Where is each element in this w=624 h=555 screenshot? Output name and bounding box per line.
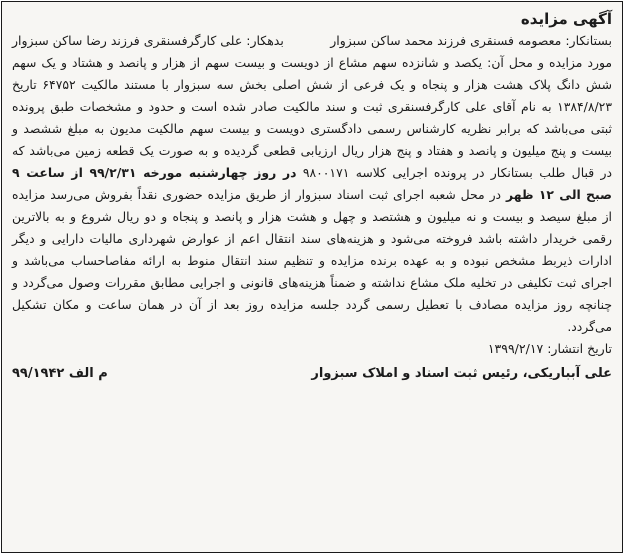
reference-code: م الف ۹۹/۱۹۴۲: [12, 366, 108, 381]
signature: علی آبباریکی، رئیس ثبت اسناد و املاک سبزوار: [311, 366, 612, 381]
body-part-2: در محل شعبه اجرای ثبت اسناد سبزوار از طریق مزایده حضوری نقداً بفروش می‌رسد مزایده از مبلغ سیصد و بیست و نه میلیون و هشتصد و چهل و هشت هزار و پانصد و پنجاه و دو ریال شروع و به بالاترین رقمی خریدار داشته باشد فروخته می‌شود و هزینه‌های سند انتقال اعم از عوارض شهرداری مالیات دارایی و دیگر ادارات ذیربط مشخص نبوده و به عهده برنده مزایده و تنظیم سند انتقال منوط به ارائه مفاصاحساب می‌باشد و اجرای ثبت تکلیفی در تخلیه ملک مشاع نداشته و ضمناً هزینه‌های قانونی و اجرایی مطابق مقررات وصول می‌گردد و چنانچه روز مزایده مصادف با تعطیل رسمی گردد جلسه مزایده روز بعد از آن در همان ساعت و مکان تشکیل می‌گردد.: [12, 187, 612, 334]
auction-notice: [1, 1, 623, 553]
creditor-text: بستانکار: معصومه فسنقری فرزند محمد ساکن سبزوار: [330, 33, 612, 48]
publish-date: تاریخ انتشار: ۱۳۹۹/۲/۱۷: [487, 341, 612, 356]
notice-footer: [12, 362, 612, 386]
notice-title: آگهی مزایده: [520, 10, 612, 28]
body-part-1: مورد مزایده و محل آن: یکصد و شانزده سهم مشاع از دویست و بیست سهم از هزار و پانصد و هشتاد و یک سهم شش دانگ پلاک هشت هزار و پنجاه و یک فرعی از شش اصلی بخش سه سبزوار با مستند مالکیت ۶۴۷۵۲ تاریخ ۱۳۸۴/۸/۲۳ به نام آقای علی کارگرفسنقری ثبت و سند مالکیت صادر شده است و حدود و مشخصات طبق پرونده ثبتی می‌باشد که برابر نظریه کارشناس رسمی دادگستری دویست و بیست سهم مالکیت مدیون به مبلغ ششصد و بیست و پنج میلیون و پانصد و هفتاد و پنج هزار ریال ارزیابی قطعی گردیده و به صورت یک قطعه زمین می‌باشد که در قبال طلب بستانکار در پرونده اجرایی کلاسه ۹۸۰۰۱۷۱: [12, 55, 612, 180]
debtor-text: بدهکار: علی کارگرفسنقری فرزند رضا ساکن سبزوار: [12, 33, 284, 48]
notice-body: [12, 52, 612, 338]
auction-date-time: در روز چهارشنبه مورخه ۹۹/۲/۳۱ از ساعت ۹ صبح الی ۱۲ ظهر: [12, 165, 612, 202]
parties-row: [12, 30, 612, 52]
